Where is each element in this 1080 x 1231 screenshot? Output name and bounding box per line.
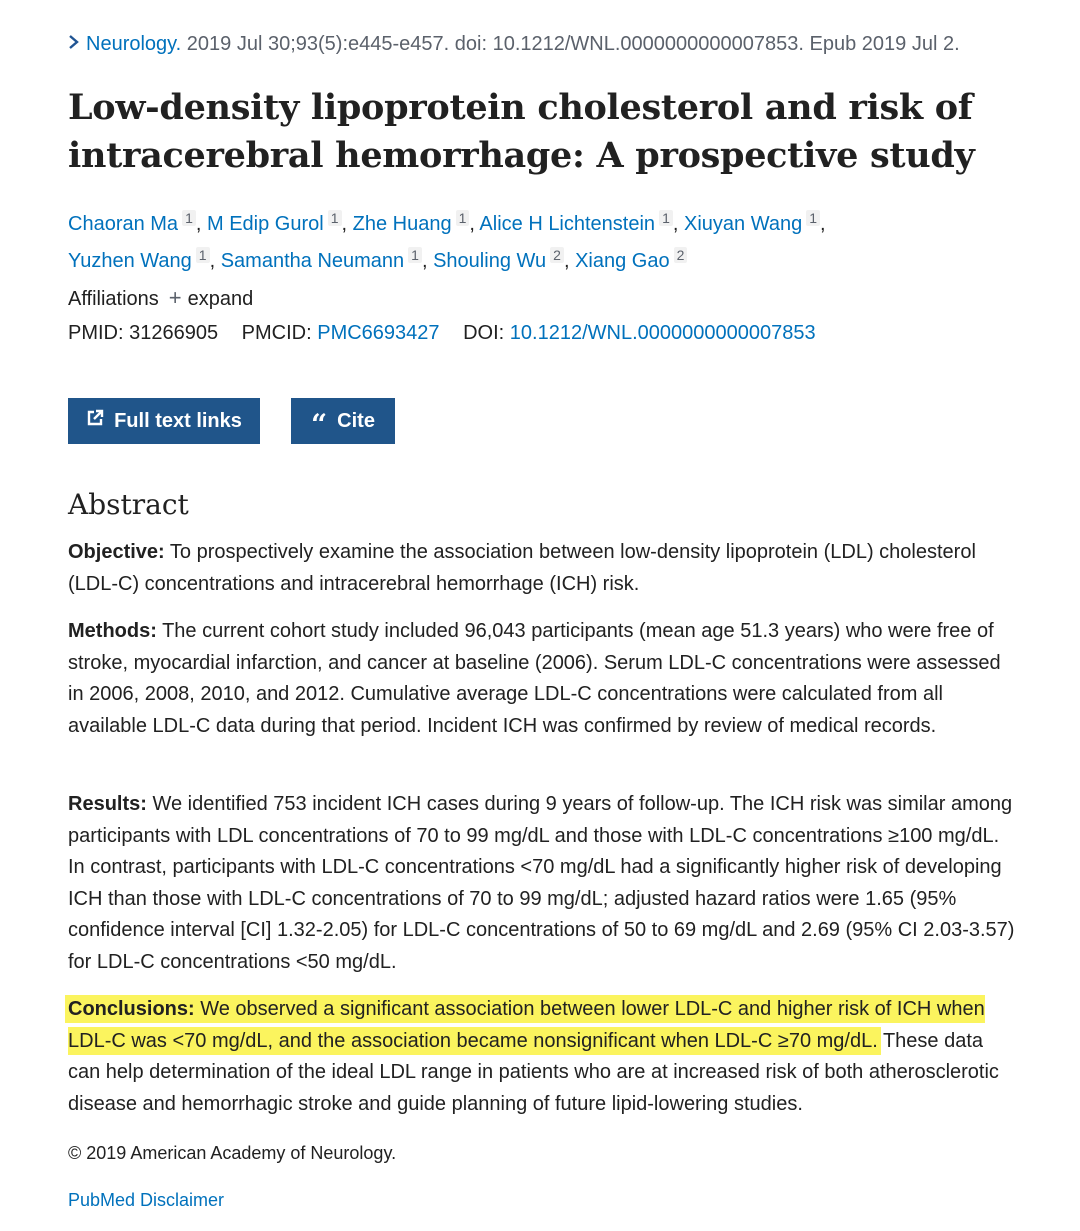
pubmed-disclaimer-link[interactable]: PubMed Disclaimer [68,1190,225,1210]
expand-label: expand [187,288,254,310]
article-identifiers [68,319,816,347]
methods-label: Methods: [68,620,157,642]
citation-details: 2019 Jul 30;93(5):e445-e457. doi: 10.1212/WNL.0000000000007853. Epub 2019 Jul 2. [181,33,960,55]
pmcid-link[interactable]: PMC6693427 [317,322,440,344]
author-link[interactable]: Chaoran Ma [68,213,179,235]
quote-icon: “ [311,408,328,441]
abstract-heading: Abstract [68,488,189,521]
affiliation-number[interactable]: 1 [806,210,820,226]
author-link[interactable]: Zhe Huang [352,213,452,235]
abstract-conclusions [68,994,1018,1120]
plus-icon: + [168,285,182,310]
full-text-links-label: Full text links [114,409,242,432]
affiliation-number[interactable]: 1 [659,210,673,226]
cite-button[interactable] [291,398,395,444]
full-text-links-button[interactable] [68,398,260,444]
affiliation-number[interactable]: 1 [328,210,342,226]
author-link[interactable]: Xiang Gao [575,250,670,272]
cite-label: Cite [337,409,375,432]
results-text: We identified 753 incident ICH cases during 9 years of follow-up. The ICH risk was similar among participants with LDL concentrations of 70 to 99 mg/dL and those with LDL-C concentrations ≥100 mg/dL. In contrast, participants with LDL-C concentrations <70 mg/dL had a significantly higher risk of developing ICH than those with LDL-C concentrations of 70 to 99 mg/dL; adjusted hazard ratios were 1.65 (95% confidence interval [CI] 1.32-2.05) for LDL-C concentrations of 50 to 69 mg/dL and 2.69 (95% CI 2.03-3.57) for LDL-C concentrations <50 mg/dL. [68,793,1015,973]
affiliation-number[interactable]: 1 [182,210,196,226]
journal-citation [68,30,1058,58]
methods-text: The current cohort study included 96,043 participants (mean age 51.3 years) who were free of stroke, myocardial infarction, and cancer at baseline (2006). Serum LDL-C concentrations were assessed in 2006, 2008, 2010, and 2012. Cumulative average LDL-C concentrations were calculated from all available LDL-C data during that period. Incident ICH was confirmed by review of medical records. [68,620,1001,737]
affiliation-number[interactable]: 1 [456,210,470,226]
pmcid-label: PMCID: [241,322,312,344]
abstract-methods [68,616,1018,742]
author-link[interactable]: Samantha Neumann [220,250,405,272]
affiliation-number[interactable]: 1 [196,247,210,263]
results-label: Results: [68,793,147,815]
author-link[interactable]: M Edip Gurol [206,213,324,235]
external-link-icon [86,409,104,433]
abstract-results [68,789,1018,978]
pmid-label: PMID: [68,322,124,344]
copyright-notice: © 2019 American Academy of Neurology. [68,1143,397,1163]
author-link[interactable]: Xiuyan Wang [683,213,803,235]
author-link[interactable]: Yuzhen Wang [68,250,192,272]
chevron-right-icon[interactable] [68,30,80,58]
doi-link[interactable]: 10.1212/WNL.0000000000007853 [509,322,816,344]
affiliation-number[interactable]: 2 [674,247,688,263]
affiliations-toggle[interactable] [68,284,253,313]
conclusions-rest-text: These data can help determination of the ideal LDL range in patients who are at increased risk of both atherosclerotic disease and hemorrhagic stroke and guide planning of future lipid-lowering studies. [68,1029,999,1115]
article-title: Low-density lipoprotein cholesterol and risk of intracerebral hemorrhage: A prospective study [68,87,975,176]
conclusions-highlight-text: We observed a significant association between lower LDL-C and higher risk of ICH when LDL-C was <70 mg/dL, and the association became nonsignificant when LDL-C ≥70 mg/dL. [68,998,985,1052]
affiliation-number[interactable]: 1 [408,247,422,263]
author-list: Chaoran Ma $^1$ , M Edip Gurol $^1$ , Zhe Huang $^1$ , Alice H Lichtenstein $^1$ , Xiuyan Wang $^1$ , Yuzhen Wang $^1$ , Samantha Neumann $^1$ , Shouling Wu $^2$ , Xiang Gao $^2$ [68,210,826,272]
author-link[interactable]: Alice H Lichtenstein [479,213,656,235]
affiliation-number[interactable]: 2 [550,247,564,263]
affiliations-label: Affiliations [68,288,159,310]
pmid-value: 31266905 [129,322,219,344]
abstract-objective [68,537,1018,600]
objective-text: To prospectively examine the association between low-density lipoprotein (LDL) cholesterol (LDL-C) concentrations and intracerebral hemorrhage (ICH) risk. [68,541,976,595]
highlighted-conclusion [68,998,985,1052]
author-link[interactable]: Shouling Wu [433,250,547,272]
conclusions-label: Conclusions: [68,998,195,1020]
objective-label: Objective: [68,541,165,563]
journal-link[interactable]: Neurology. [86,33,182,55]
doi-label: DOI: [463,322,505,344]
